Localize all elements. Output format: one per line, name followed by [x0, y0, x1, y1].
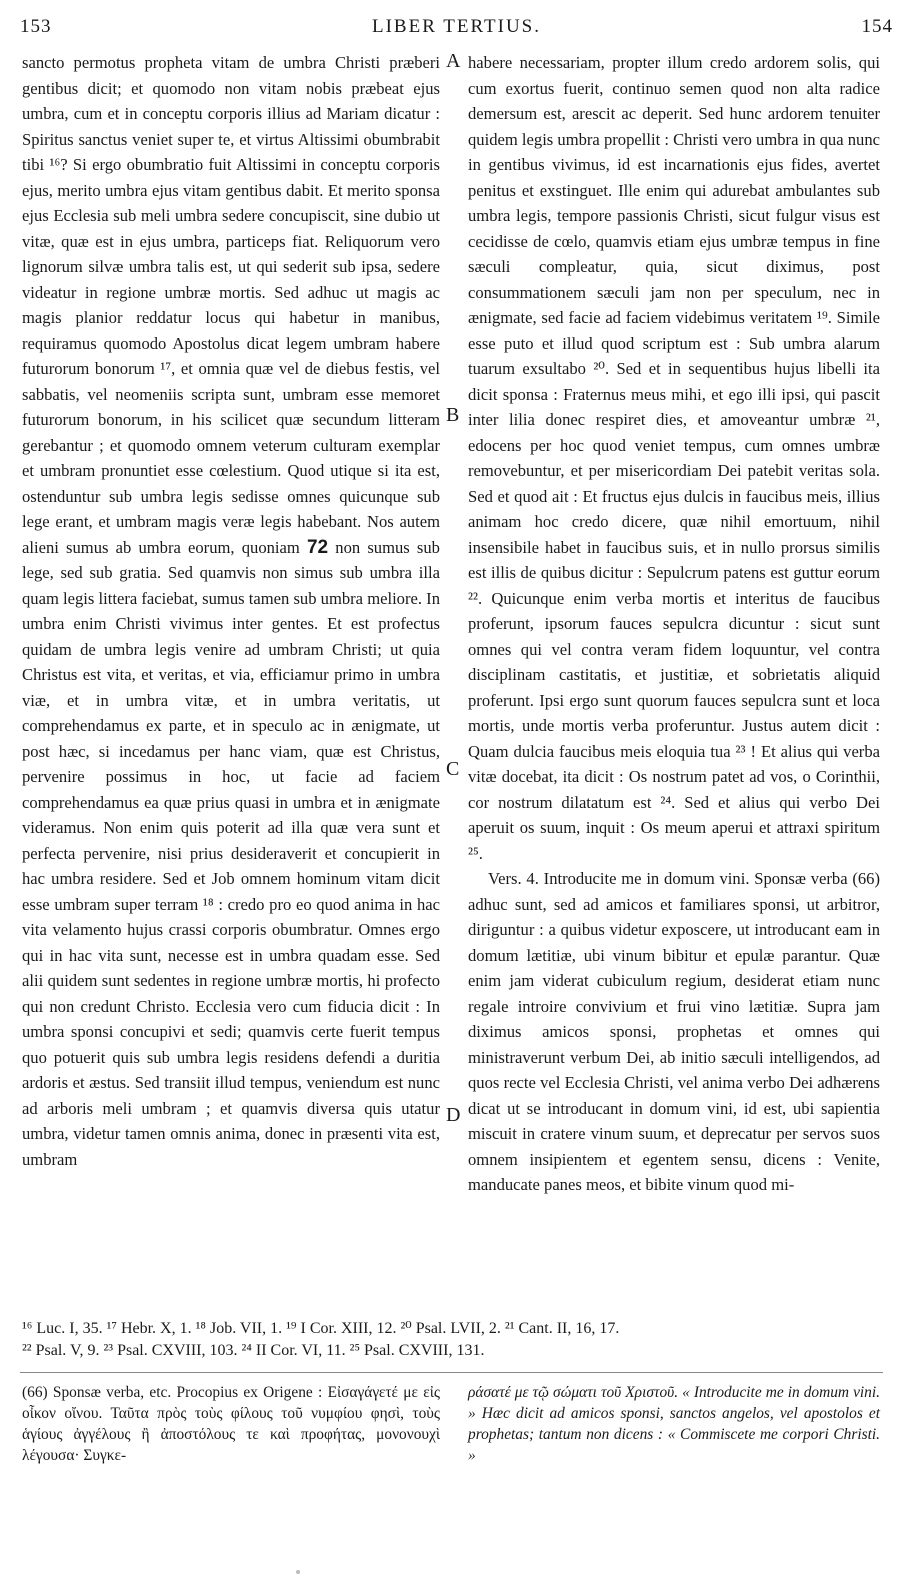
- editorial-note-left: (66) Sponsæ verba, etc. Procopius ex Origene : Εἰσαγάγετέ με εἰς οἶκον οἴνου. Ταῦτα πρὸς τοὺς φίλους τοῦ νυμφίου φησὶ, τοὺς ἁγίους ἀγγέλους ἢ ἀποστόλους τε καὶ προφήτας, μονονουχὶ λέγουσα· Συγκε-: [22, 1384, 440, 1464]
- page-number-left: 153: [20, 16, 52, 37]
- footnote-line-2: ²² Psal. V, 9. ²³ Psal. CXVIII, 103. ²⁴ II Cor. VI, 11. ²⁵ Psal. CXVIII, 131.: [22, 1342, 485, 1359]
- left-paragraph: [22, 50, 440, 1172]
- running-header: [20, 12, 893, 42]
- section-marker-a: A: [446, 50, 461, 72]
- left-text-a: sancto permotus propheta vitam de umbra Christi præberi gentibus dicit; et quomodo non vitam nobis præbeat ejus umbra, cum et in conceptu corporis illius ad Mariam dicatur : Spiritus sanctus veniet super te, et virtus Altissimi obumbrabit tibi ¹⁶? Si ergo obumbratio fuit Altissimi in conceptu corporis ejus, merito umbra ejus vitam gentibus dabit. Et merito sponsa ejus Ecclesia sub meli umbra sedere concupiscit, sine dubio ut vitæ, quæ est in ejus umbra, particeps fiat. Reliquorum vero lignorum silvæ umbra talis est, ut qui sederit sub ipsa, sedere videatur in regione umbræ mortis. Sed adhuc ut magis ac magis planior reddatur locus qui habetur in manibus, requiramus quomodo Apostolus dicat legem umbram habere futurorum bonorum ¹⁷, et omnia quæ vel de diebus festis, vel sabbatis, vel neomeniis scripta sunt, umbram esse memoret futurorum bonorum, in his scilicet quæ secundum litteram gerebantur ; et quomodo omnem veterum culturam exemplar et umbram pronuntiet esse cœlestium. Quod utique si ita est, ostenduntur sub umbra legis sedisse omnes quicunque sub lege erant, et umbram magis veræ legis habebant. Nos autem alieni sumus ab umbra eorum, quoniam: [22, 53, 440, 557]
- page-number-right: 154: [861, 16, 893, 37]
- section-marker-c: C: [446, 758, 460, 780]
- footnote-line-1: ¹⁶ Luc. I, 35. ¹⁷ Hebr. X, 1. ¹⁸ Job. VII, 1. ¹⁹ I Cor. XIII, 12. ²⁰ Psal. LVII, 2. ²¹ Cant. II, 16, 17.: [22, 1320, 620, 1337]
- column-number: 72: [306, 536, 329, 558]
- footnote-divider: [20, 1372, 883, 1373]
- left-column: [22, 50, 440, 1172]
- editorial-note-right: ράσατέ με τῷ σώματι τοῦ Χριστοῦ. « Introducite me in domum vini. » Hæc dicit ad amicos sponsi, sanctos angelos, vel apostolos et prophetas; tantum non dicens : « Commiscete me corpori Christi. »: [468, 1384, 880, 1464]
- right-paragraph-2: Vers. 4. Introducite me in domum vini. Sponsæ verba (66) adhuc sunt, sed ad amicos et familiares sponsi, ut arbitror, diriguntur : a quibus videtur exposcere, ut introducant eam in domum lætitiæ, ubi vinum bibitur et epulæ parantur. Quæ enim jam viderat cubiculum regium, desiderat etiam nunc regale introire convivium et frui vino lætitiæ. Supra jam diximus amicos sponsi, prophetas et omnes qui ministraverunt verbum Dei, ab initio sæculi intelligendos, ad quos recte vel Ecclesia Christi, vel anima verbo Dei adhærens dicat ut se introducant in domum vini, id est, ubi sapientia miscuit in cratere vinum suum, et deprecatur per servos suos omnem insipientem et egentem sensu, dicens : Venite, manducate panes meos, et bibite vinum quod mi-: [468, 869, 880, 1194]
- left-text-b: non sumus sub lege, sed sub gratia. Sed quamvis non simus sub umbra illa quam legis littera faciebat, sumus tamen sub umbra meliore. In umbra enim Christi vivimus inter gentes. Et est profectus quidam de umbra legis venire ad umbram Christi; ut quia Christus est vita, et veritas, et via, efficiamur primo in umbra viæ, et in umbra vitæ, et in umbra veritatis, ut comprehendamus ex parte, et in speculo ac in ænigmate, ut post hæc, si incedamus per hanc viam, quæ est Christus, pervenire possimus in hoc, ut facie ad faciem comprehendamus ea quæ prius quasi in umbra et in ænigmate videramus. Non enim quis poterit ad illa quæ vera sunt et perfecta pervenire, nisi prius desideraverit et concupierit in hac umbra residere. Sed et Job omnem hominum vitam dicit esse umbram super terram ¹⁸ : credo pro eo quod anima in hac vita velamento hujus crassi corporis obumbratur. Omnes ergo qui in hac vita sunt, necesse est in umbra quadam esse. Sed alii quidem sunt sedentes in regione umbræ mortis, hi profecto qui non credunt Christo. Ecclesia vero cum fiducia dicit : In umbra sponsi concupivi et sedi; quamvis certe fuerit tempus quo potuerit quis sub umbra legis residens defendi a duritia ardoris et æstus. Sed transiit illud tempus, veniendum est nunc ad arboris meli umbram ; et quamvis diversa quis utatur umbra, videtur tamen omnis anima, donec in præsenti vita est, umbram: [22, 537, 440, 1169]
- section-marker-b: B: [446, 404, 460, 426]
- right-paragraph-1: habere necessariam, propter illum credo ardorem solis, qui cum exortus fuerit, continuo semen quod non alta radice demersum est, arescit ac deperit. Sed hunc ardorem tenuiter quidem legis umbra propellit : Christi vero umbra in qua nunc in gentibus vivimus, id est incarnationis ejus fides, avertet penitus et exstinguet. Ille enim qui adurebat ambulantes sub umbra legis, tempore passionis Christi, sicut fulgur visus est cecidisse de cœlo, quamvis etiam ejus umbræ tempus in fine sæculi compleatur, quia, sicut diximus, post consummationem sæculi jam non per speculum, nec in ænigmate, sed facie ad faciem videbimus veritatem ¹⁹. Simile esse puto et illud quod scriptum est : Sub umbra alarum tuarum exsultabo ²⁰. Sed et in sequentibus hujus libelli ita dicit sponsa : Fraternus meus mihi, et ego illi ipsi, qui pascit inter lilia donec respiret dies, et amoveantur umbræ ²¹, edocens per hoc quod veniet tempus, cum omnes umbræ removebuntur, et per misericordiam Dei patebit veritas sola. Sed et quod ait : Et fructus ejus dulcis in faucibus meis, illius animam hoc credo dicere, quæ nihil emortuum, nihil insensibile habet in faucibus suis, et in nullo prorsus similis est illis de quibus dicitur : Sepulcrum patens est guttur eorum ²². Quicunque enim verba mortis et interitus de faucibus proferunt, ipsorum fauces sepulcra dicuntur : sicut sunt omnes qui vel contra veram fidem loquuntur, vel contra disciplinam castitatis, et justitiæ, et sobrietatis aliquid proferunt. Ipsi ergo sunt quorum fauces sepulcra sunt et loca mortis, unde mortis verba proferuntur. Justus autem dicit : Quam dulcia faucibus meis eloquia tua ²³ ! Et alius qui verba vitæ docebat, ita dicit : Os nostrum patet ad vos, o Corinthii, cor nostrum dilatatum est ²⁴. Sed et alius qui verbo Dei aperuit os suum, inquit : Os meum aperui et attraxi spiritum ²⁵.: [468, 53, 880, 863]
- right-column: [468, 50, 880, 1198]
- section-marker-d: D: [446, 1104, 461, 1126]
- page-speck: [296, 1570, 300, 1574]
- running-title: LIBER TERTIUS.: [371, 16, 541, 37]
- footnotes: [22, 1318, 883, 1362]
